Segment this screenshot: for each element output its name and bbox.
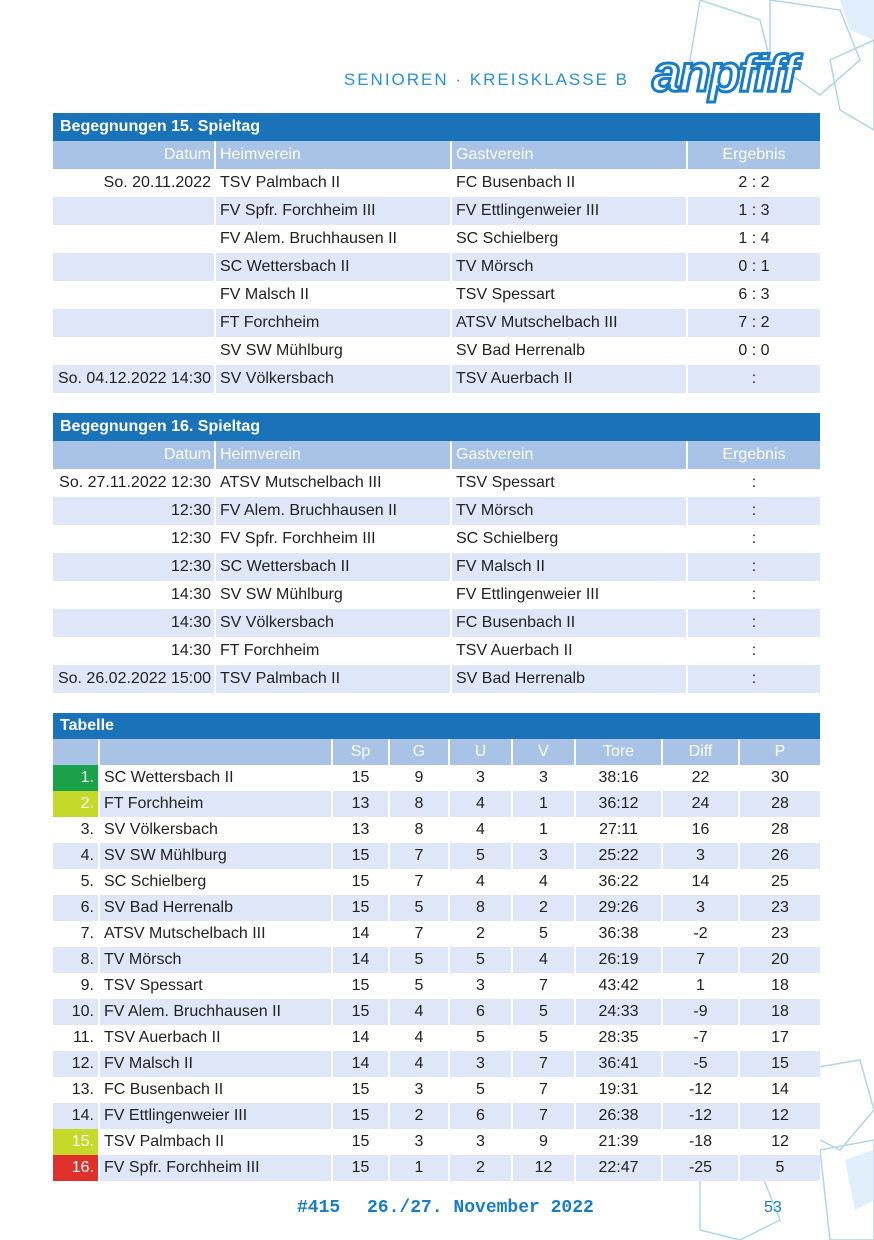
rank-cell: 7.	[53, 921, 99, 947]
match-row	[53, 497, 820, 525]
rank-cell: 1.	[53, 765, 99, 791]
stat-u: 6	[449, 1103, 512, 1129]
stat-sp: 15	[332, 1129, 389, 1155]
matchday-15-title: Begegnungen 15. Spieltag	[53, 113, 820, 141]
rank-cell: 13.	[53, 1077, 99, 1103]
rank-cell: 5.	[53, 869, 99, 895]
standings-row	[53, 1051, 820, 1077]
col-u: U	[449, 739, 512, 765]
match-row	[53, 337, 820, 365]
stat-v: 3	[512, 843, 575, 869]
stat-v: 5	[512, 921, 575, 947]
stat-g: 1	[389, 1155, 449, 1181]
away-team: TV Mörsch	[451, 497, 687, 525]
stat-v: 9	[512, 1129, 575, 1155]
standings-row	[53, 921, 820, 947]
rank-cell: 4.	[53, 843, 99, 869]
category-heading: SENIOREN · KREISKLASSE B	[343, 70, 629, 89]
stat-g: 5	[389, 895, 449, 921]
stat-u: 4	[449, 791, 512, 817]
stat-v: 1	[512, 791, 575, 817]
stat-tore: 25:22	[575, 843, 662, 869]
stat-g: 7	[389, 921, 449, 947]
stat-u: 3	[449, 973, 512, 999]
standings-row	[53, 895, 820, 921]
team-name: FV Malsch II	[99, 1051, 332, 1077]
stat-g: 7	[389, 869, 449, 895]
stat-sp: 15	[332, 843, 389, 869]
stat-sp: 15	[332, 973, 389, 999]
stat-sp: 14	[332, 947, 389, 973]
stat-sp: 15	[332, 895, 389, 921]
match-date: So. 26.02.2022 15:00	[53, 665, 215, 693]
stat-diff: 3	[662, 895, 739, 921]
stat-u: 6	[449, 999, 512, 1025]
match-row	[53, 197, 820, 225]
standings-row	[53, 843, 820, 869]
stat-tore: 29:26	[575, 895, 662, 921]
stat-tore: 36:12	[575, 791, 662, 817]
col-g: G	[389, 739, 449, 765]
stat-p: 26	[739, 843, 820, 869]
stat-tore: 26:38	[575, 1103, 662, 1129]
match-result: :	[687, 581, 820, 609]
col-sp: Sp	[332, 739, 389, 765]
match-row	[53, 637, 820, 665]
match-row	[53, 553, 820, 581]
stat-sp: 15	[332, 1077, 389, 1103]
stat-tore: 26:19	[575, 947, 662, 973]
match-result: 1 : 4	[687, 225, 820, 253]
col-result: Ergebnis	[687, 441, 820, 469]
stat-p: 25	[739, 869, 820, 895]
away-team: FC Busenbach II	[451, 609, 687, 637]
match-result: 0 : 1	[687, 253, 820, 281]
match-date: 14:30	[53, 609, 215, 637]
home-team: SV Völkersbach	[215, 609, 451, 637]
stat-u: 2	[449, 1155, 512, 1181]
stat-u: 3	[449, 1129, 512, 1155]
page-number: 53	[764, 1199, 782, 1216]
team-name: TV Mörsch	[99, 947, 332, 973]
home-team: SC Wettersbach II	[215, 553, 451, 581]
match-row	[53, 253, 820, 281]
col-date: Datum	[53, 441, 215, 469]
team-name: SC Wettersbach II	[99, 765, 332, 791]
match-row	[53, 309, 820, 337]
away-team: FV Ettlingenweier III	[451, 581, 687, 609]
stat-diff: 1	[662, 973, 739, 999]
match-row	[53, 169, 820, 197]
rank-cell: 9.	[53, 973, 99, 999]
col-team	[99, 739, 332, 765]
stat-tore: 22:47	[575, 1155, 662, 1181]
standings-row	[53, 1025, 820, 1051]
standings-rows	[53, 765, 820, 1181]
home-team: SV SW Mühlburg	[215, 581, 451, 609]
stat-g: 7	[389, 843, 449, 869]
stat-u: 5	[449, 1025, 512, 1051]
stat-tore: 24:33	[575, 999, 662, 1025]
stat-diff: -25	[662, 1155, 739, 1181]
team-name: SV Völkersbach	[99, 817, 332, 843]
rank-cell: 6.	[53, 895, 99, 921]
home-team: TSV Palmbach II	[215, 665, 451, 693]
standings-row	[53, 1103, 820, 1129]
match-result: :	[687, 665, 820, 693]
standings-row	[53, 817, 820, 843]
stat-diff: 16	[662, 817, 739, 843]
stat-p: 14	[739, 1077, 820, 1103]
stat-p: 23	[739, 895, 820, 921]
stat-g: 8	[389, 817, 449, 843]
away-team: TSV Spessart	[451, 469, 687, 497]
match-date: 12:30	[53, 553, 215, 581]
stat-g: 5	[389, 973, 449, 999]
away-team: FC Busenbach II	[451, 169, 687, 197]
stat-g: 4	[389, 999, 449, 1025]
rank-cell: 8.	[53, 947, 99, 973]
stat-diff: 7	[662, 947, 739, 973]
stat-p: 12	[739, 1129, 820, 1155]
team-name: SC Schielberg	[99, 869, 332, 895]
matchday-15-rows	[53, 169, 820, 393]
match-result: :	[687, 469, 820, 497]
col-diff: Diff	[662, 739, 739, 765]
issue-date: 26./27. November 2022	[367, 1198, 594, 1218]
stat-diff: -12	[662, 1103, 739, 1129]
stat-p: 30	[739, 765, 820, 791]
stat-g: 3	[389, 1129, 449, 1155]
team-name: SV SW Mühlburg	[99, 843, 332, 869]
stat-diff: -2	[662, 921, 739, 947]
match-date: 12:30	[53, 497, 215, 525]
col-rank	[53, 739, 99, 765]
col-v: V	[512, 739, 575, 765]
matchday-15-table	[53, 113, 820, 393]
away-team: SV Bad Herrenalb	[451, 337, 687, 365]
match-result: :	[687, 365, 820, 393]
stat-diff: -9	[662, 999, 739, 1025]
away-team: TV Mörsch	[451, 253, 687, 281]
rank-cell: 14.	[53, 1103, 99, 1129]
matchday-16-title: Begegnungen 16. Spieltag	[53, 413, 820, 441]
stat-u: 5	[449, 1077, 512, 1103]
stat-p: 18	[739, 973, 820, 999]
match-result: 0 : 0	[687, 337, 820, 365]
team-name: ATSV Mutschelbach III	[99, 921, 332, 947]
match-row	[53, 665, 820, 693]
home-team: FV Alem. Bruchhausen II	[215, 497, 451, 525]
stat-p: 15	[739, 1051, 820, 1077]
col-away: Gastverein	[451, 441, 687, 469]
stat-diff: -18	[662, 1129, 739, 1155]
match-date: So. 04.12.2022 14:30	[53, 365, 215, 393]
match-row	[53, 281, 820, 309]
home-team: FV Spfr. Forchheim III	[215, 525, 451, 553]
stat-v: 5	[512, 999, 575, 1025]
stat-sp: 14	[332, 921, 389, 947]
stat-diff: -12	[662, 1077, 739, 1103]
stat-tore: 36:41	[575, 1051, 662, 1077]
stat-g: 8	[389, 791, 449, 817]
stat-v: 4	[512, 947, 575, 973]
stat-g: 3	[389, 1077, 449, 1103]
stat-p: 17	[739, 1025, 820, 1051]
match-row	[53, 581, 820, 609]
stat-g: 4	[389, 1051, 449, 1077]
matchday-16-rows	[53, 469, 820, 693]
stat-p: 28	[739, 791, 820, 817]
stat-v: 1	[512, 817, 575, 843]
away-team: TSV Auerbach II	[451, 637, 687, 665]
stat-sp: 15	[332, 1155, 389, 1181]
stat-tore: 36:38	[575, 921, 662, 947]
away-team: SC Schielberg	[451, 525, 687, 553]
stat-v: 7	[512, 1103, 575, 1129]
team-name: TSV Palmbach II	[99, 1129, 332, 1155]
stat-diff: 3	[662, 843, 739, 869]
stat-sp: 15	[332, 765, 389, 791]
standings-row	[53, 869, 820, 895]
match-date	[53, 225, 215, 253]
standings-row	[53, 1129, 820, 1155]
col-home: Heimverein	[215, 141, 451, 169]
stat-u: 5	[449, 843, 512, 869]
stat-diff: 24	[662, 791, 739, 817]
stat-v: 7	[512, 1077, 575, 1103]
standings-row	[53, 791, 820, 817]
stat-u: 2	[449, 921, 512, 947]
match-date	[53, 309, 215, 337]
team-name: TSV Spessart	[99, 973, 332, 999]
stat-diff: 14	[662, 869, 739, 895]
match-result: :	[687, 553, 820, 581]
home-team: SV SW Mühlburg	[215, 337, 451, 365]
standings-row	[53, 1155, 820, 1181]
stat-p: 23	[739, 921, 820, 947]
standings-table	[53, 713, 820, 1181]
match-result: 6 : 3	[687, 281, 820, 309]
stat-g: 4	[389, 1025, 449, 1051]
stat-u: 4	[449, 869, 512, 895]
away-team: SV Bad Herrenalb	[451, 665, 687, 693]
rank-cell: 10.	[53, 999, 99, 1025]
matchday-16-table	[53, 413, 820, 693]
home-team: FT Forchheim	[215, 637, 451, 665]
team-name: FV Alem. Bruchhausen II	[99, 999, 332, 1025]
team-name: FV Ettlingenweier III	[99, 1103, 332, 1129]
standings-row	[53, 947, 820, 973]
stat-diff: 22	[662, 765, 739, 791]
stat-tore: 21:39	[575, 1129, 662, 1155]
stat-g: 2	[389, 1103, 449, 1129]
issue-number: #415	[297, 1198, 341, 1218]
match-date: 12:30	[53, 525, 215, 553]
match-date	[53, 253, 215, 281]
stat-g: 5	[389, 947, 449, 973]
stat-sp: 14	[332, 1025, 389, 1051]
stat-sp: 14	[332, 1051, 389, 1077]
match-date	[53, 281, 215, 309]
stat-v: 7	[512, 1051, 575, 1077]
stat-u: 4	[449, 817, 512, 843]
team-name: SV Bad Herrenalb	[99, 895, 332, 921]
rank-cell: 3.	[53, 817, 99, 843]
match-result: 1 : 3	[687, 197, 820, 225]
away-team: FV Ettlingenweier III	[451, 197, 687, 225]
col-date: Datum	[53, 141, 215, 169]
stat-p: 28	[739, 817, 820, 843]
stat-tore: 43:42	[575, 973, 662, 999]
team-name: FT Forchheim	[99, 791, 332, 817]
team-name: TSV Auerbach II	[99, 1025, 332, 1051]
stat-g: 9	[389, 765, 449, 791]
match-row	[53, 365, 820, 393]
away-team: FV Malsch II	[451, 553, 687, 581]
team-name: FC Busenbach II	[99, 1077, 332, 1103]
stat-p: 12	[739, 1103, 820, 1129]
match-result: :	[687, 497, 820, 525]
stat-p: 5	[739, 1155, 820, 1181]
match-row	[53, 469, 820, 497]
col-result: Ergebnis	[687, 141, 820, 169]
match-date: 14:30	[53, 637, 215, 665]
match-row	[53, 225, 820, 253]
stat-v: 7	[512, 973, 575, 999]
stat-diff: -7	[662, 1025, 739, 1051]
stat-v: 5	[512, 1025, 575, 1051]
match-row	[53, 609, 820, 637]
stat-tore: 38:16	[575, 765, 662, 791]
stat-tore: 36:22	[575, 869, 662, 895]
match-date	[53, 337, 215, 365]
home-team: FV Spfr. Forchheim III	[215, 197, 451, 225]
col-tore: Tore	[575, 739, 662, 765]
standings-row	[53, 973, 820, 999]
stat-u: 5	[449, 947, 512, 973]
match-result: 2 : 2	[687, 169, 820, 197]
anpfiff-logo: anpfiff	[652, 45, 796, 103]
match-date: So. 20.11.2022	[53, 169, 215, 197]
stat-tore: 28:35	[575, 1025, 662, 1051]
rank-cell: 15.	[53, 1129, 99, 1155]
match-date: So. 27.11.2022 12:30	[53, 469, 215, 497]
stat-tore: 27:11	[575, 817, 662, 843]
home-team: SV Völkersbach	[215, 365, 451, 393]
home-team: SC Wettersbach II	[215, 253, 451, 281]
team-name: FV Spfr. Forchheim III	[99, 1155, 332, 1181]
col-away: Gastverein	[451, 141, 687, 169]
match-result: :	[687, 637, 820, 665]
rank-cell: 12.	[53, 1051, 99, 1077]
col-home: Heimverein	[215, 441, 451, 469]
match-date: 14:30	[53, 581, 215, 609]
away-team: SC Schielberg	[451, 225, 687, 253]
standings-row	[53, 765, 820, 791]
away-team: TSV Spessart	[451, 281, 687, 309]
home-team: FT Forchheim	[215, 309, 451, 337]
match-result: :	[687, 525, 820, 553]
match-row	[53, 525, 820, 553]
stat-v: 2	[512, 895, 575, 921]
stat-sp: 13	[332, 817, 389, 843]
col-points: P	[739, 739, 820, 765]
stat-v: 4	[512, 869, 575, 895]
home-team: TSV Palmbach II	[215, 169, 451, 197]
away-team: ATSV Mutschelbach III	[451, 309, 687, 337]
stat-sp: 15	[332, 869, 389, 895]
match-result: 7 : 2	[687, 309, 820, 337]
stat-sp: 13	[332, 791, 389, 817]
home-team: FV Malsch II	[215, 281, 451, 309]
stat-diff: -5	[662, 1051, 739, 1077]
rank-cell: 16.	[53, 1155, 99, 1181]
stat-sp: 15	[332, 999, 389, 1025]
rank-cell: 2.	[53, 791, 99, 817]
stat-p: 18	[739, 999, 820, 1025]
stat-v: 12	[512, 1155, 575, 1181]
stat-u: 3	[449, 765, 512, 791]
standings-row	[53, 1077, 820, 1103]
stat-v: 3	[512, 765, 575, 791]
stat-u: 3	[449, 1051, 512, 1077]
match-result: :	[687, 609, 820, 637]
stat-tore: 19:31	[575, 1077, 662, 1103]
home-team: FV Alem. Bruchhausen II	[215, 225, 451, 253]
rank-cell: 11.	[53, 1025, 99, 1051]
match-date	[53, 197, 215, 225]
away-team: TSV Auerbach II	[451, 365, 687, 393]
stat-sp: 15	[332, 1103, 389, 1129]
standings-row	[53, 999, 820, 1025]
stat-u: 8	[449, 895, 512, 921]
stat-p: 20	[739, 947, 820, 973]
home-team: ATSV Mutschelbach III	[215, 469, 451, 497]
standings-title: Tabelle	[53, 713, 820, 739]
